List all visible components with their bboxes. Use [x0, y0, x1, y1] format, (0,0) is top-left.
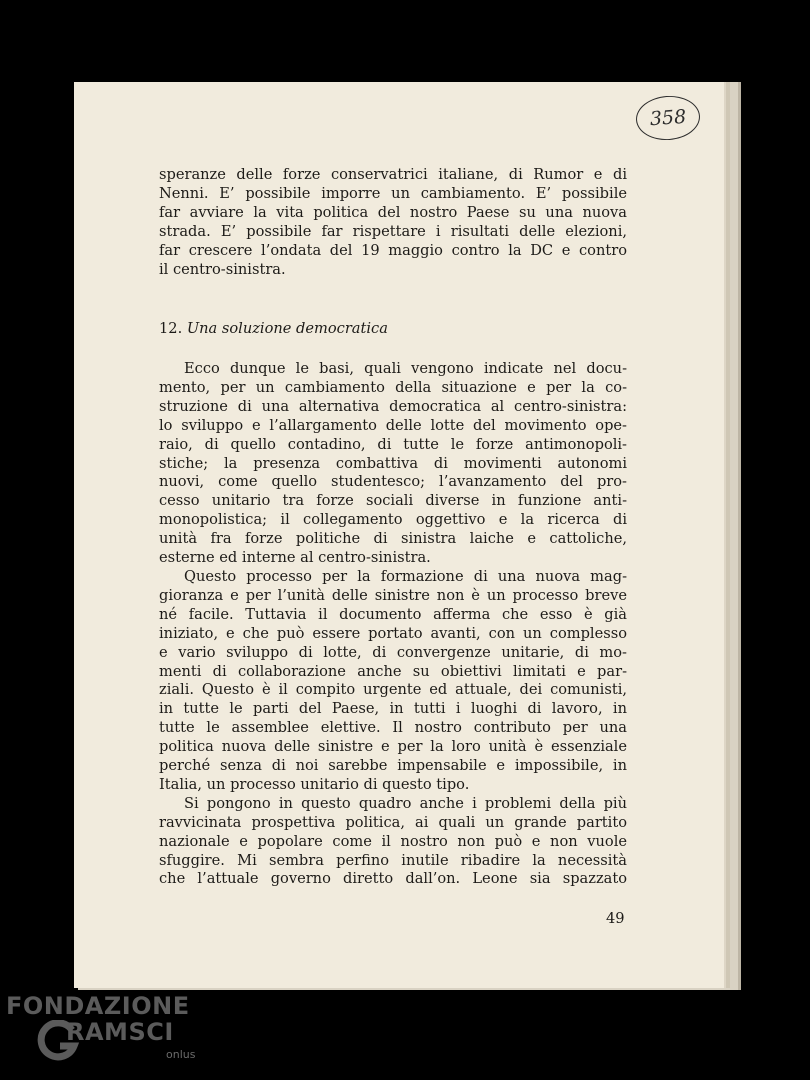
text-line: politica nuova delle sinistre e per la loro unità è essenziale [159, 738, 627, 756]
text-line: tutte le assemblee elettive. Il nostro contributo per una [159, 719, 627, 737]
text-line: esterne ed interne al centro-sinistra. [159, 549, 431, 567]
fondazione-gramsci-logo [6, 992, 206, 1072]
text-line: monopolistica; il collegamento oggettivo e la ricerca di [159, 511, 627, 529]
text-line: lo sviluppo e l’allargamento delle lotte del movimento ope- [159, 416, 627, 434]
text-line: Si pongono in questo quadro anche i problemi della più [184, 794, 627, 812]
text-line: perché senza di noi sarebbe impensabile e impossibile, in [159, 757, 627, 775]
section-title: Una soluzione democratica [186, 320, 388, 337]
section-body [159, 360, 627, 889]
text-line: ravvicinata prospettiva politica, ai quali un grande partito [159, 813, 627, 831]
logo-subtitle: onlus [166, 1048, 196, 1061]
archive-number-stamp: 358 [635, 94, 702, 142]
text-line: ziali. Questo è il compito urgente ed attuale, dei comunisti, [159, 681, 627, 699]
text-line: nuovi, come quello studentesco; l’avanzamento del pro- [159, 473, 627, 491]
text-line: far crescere l’ondata del 19 maggio contro la DC e contro [159, 241, 627, 259]
logo-line-2: RAMSCI [66, 1018, 174, 1046]
text-line: far avviare la vita politica del nostro Paese su una nuova [159, 203, 627, 221]
text-line: nazionale e popolare come il nostro non può e non vuole [159, 832, 627, 850]
section-heading [159, 320, 627, 339]
text-line: Italia, un processo unitario di questo tipo. [159, 775, 470, 793]
text-line: gioranza e per l’unità delle sinistre non è un processo breve [159, 586, 627, 604]
text-line: menti di collaborazione anche su obiettivi limitati e par- [159, 662, 627, 680]
text-line: struzione di una alternativa democratica al centro-sinistra: [159, 397, 627, 415]
text-line: il centro-sinistra. [159, 260, 286, 278]
logo-line-1: FONDAZIONE [6, 992, 190, 1020]
text-line: unità fra forze politiche di sinistra laiche e cattoliche, [159, 530, 627, 548]
text-line: iniziato, e che può essere portato avanti, con un complesso [159, 624, 627, 642]
text-line: strada. E’ possibile far rispettare i risultati delle elezioni, [159, 222, 627, 240]
intro-paragraph [159, 166, 627, 279]
text-line: e vario sviluppo di lotte, di convergenze unitarie, di mo- [159, 643, 627, 661]
text-line: raio, di quello contadino, di tutte le forze antimonopoli- [159, 435, 627, 453]
text-line: speranze delle forze conservatrici italiane, di Rumor e di [159, 166, 627, 183]
text-line: Questo processo per la formazione di una nuova mag- [184, 567, 627, 585]
section-number: 12. [159, 320, 183, 337]
text-line: che l’attuale governo diretto dall’on. Leone sia spazzato [159, 870, 627, 888]
text-line: né facile. Tuttavia il documento afferma che esso è già [159, 605, 627, 623]
text-line: mento, per un cambiamento della situazione e per la co- [159, 378, 627, 396]
text-line: sfuggire. Mi sembra perfino inutile ribadire la necessità [159, 851, 627, 869]
text-line: Nenni. E’ possibile imporre un cambiamento. E’ possibile [159, 184, 627, 202]
text-line: Ecco dunque le basi, quali vengono indicate nel docu- [184, 360, 627, 377]
page-number: 49 [606, 910, 625, 927]
text-line: cesso unitario tra forze sociali diverse in funzione anti- [159, 492, 627, 510]
text-line: stiche; la presenza combattiva di movimenti autonomi [159, 454, 627, 472]
text-line: in tutte le parti del Paese, in tutti i luoghi di lavoro, in [159, 700, 627, 718]
